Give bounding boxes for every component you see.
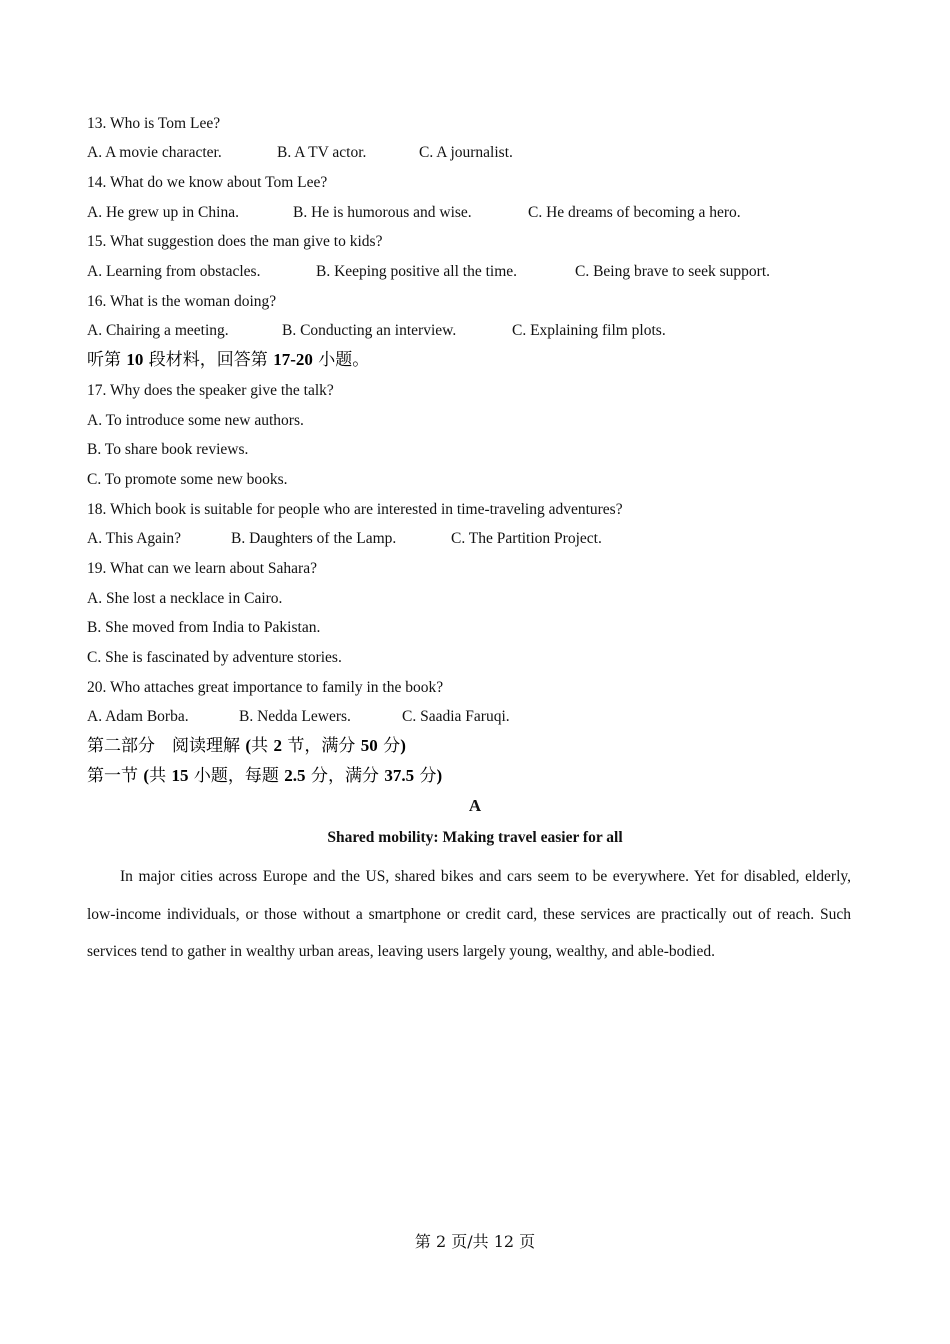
question-16-stem: 16. What is the woman doing?: [87, 293, 277, 310]
option-a: A. Chairing a meeting.: [87, 322, 229, 339]
option-b: B. Conducting an interview.: [282, 322, 457, 339]
option-a: A. This Again?: [87, 530, 181, 547]
question-13-stem: 13. Who is Tom Lee?: [87, 115, 221, 132]
question-19-stem: 19. What can we learn about Sahara?: [87, 560, 317, 577]
question-17-option-b: B. To share book reviews.: [87, 441, 249, 458]
question-16-options: [87, 321, 666, 341]
option-a: A. Learning from obstacles.: [87, 263, 261, 280]
option-b: B. A TV actor.: [277, 144, 367, 161]
question-13-options: [87, 143, 513, 163]
listening-section-header: 听第 10 段材料，回答第 17-20 小题。: [87, 350, 370, 370]
option-a: A. A movie character.: [87, 144, 222, 161]
question-15-stem: 15. What suggestion does the man give to kids?: [87, 233, 383, 250]
option-c: C. Saadia Faruqi.: [402, 708, 510, 725]
passage-label: A: [468, 796, 482, 815]
question-19-option-a: A. She lost a necklace in Cairo.: [87, 590, 283, 607]
option-b: B. Keeping positive all the time.: [316, 263, 518, 280]
passage-paragraph: In major cities across Europe and the US, shared bikes and cars seem to be everywhere. Yet for disabled, elderly, low-income individuals, or those without a smartphone or credit card, these services are practically out of reach. Such services tend to gather in wealthy urban areas, leaving users largely young, wealthy, and able-bodied.: [87, 868, 851, 960]
question-17-stem: 17. Why does the speaker give the talk?: [87, 382, 334, 399]
option-c: C. Explaining film plots.: [512, 322, 666, 339]
option-a: A. Adam Borba.: [87, 708, 189, 725]
option-c: C. Being brave to seek support.: [575, 263, 771, 280]
option-a: A. He grew up in China.: [87, 204, 239, 221]
option-b: B. He is humorous and wise.: [293, 204, 472, 221]
option-c: C. A journalist.: [419, 144, 513, 161]
question-19-option-b: B. She moved from India to Pakistan.: [87, 619, 321, 636]
question-20-options: [87, 707, 510, 727]
passage-title: Shared mobility: Making travel easier for all: [327, 829, 623, 846]
option-b: B. Nedda Lewers.: [239, 708, 351, 725]
option-c: C. He dreams of becoming a hero.: [528, 204, 741, 221]
question-17-option-c: C. To promote some new books.: [87, 471, 288, 488]
part-two-header: 第二部分 阅读理解 (共 2 节，满分 50 分): [87, 736, 406, 756]
question-17-option-a: A. To introduce some new authors.: [87, 412, 304, 429]
section-one-header: 第一节 (共 15 小题，每题 2.5 分，满分 37.5 分): [87, 766, 443, 786]
question-14-options: [87, 203, 741, 223]
question-18-stem: 18. Which book is suitable for people who are interested in time-traveling adventures?: [87, 501, 623, 518]
question-19-option-c: C. She is fascinated by adventure stories.: [87, 649, 342, 666]
question-15-options: [87, 262, 770, 282]
question-20-stem: 20. Who attaches great importance to family in the book?: [87, 679, 444, 696]
question-18-options: [87, 529, 602, 549]
page-number: 第 2 页/共 12 页: [414, 1232, 536, 1251]
question-14-stem: 14. What do we know about Tom Lee?: [87, 174, 328, 191]
option-c: C. The Partition Project.: [451, 530, 602, 547]
option-b: B. Daughters of the Lamp.: [231, 530, 397, 547]
